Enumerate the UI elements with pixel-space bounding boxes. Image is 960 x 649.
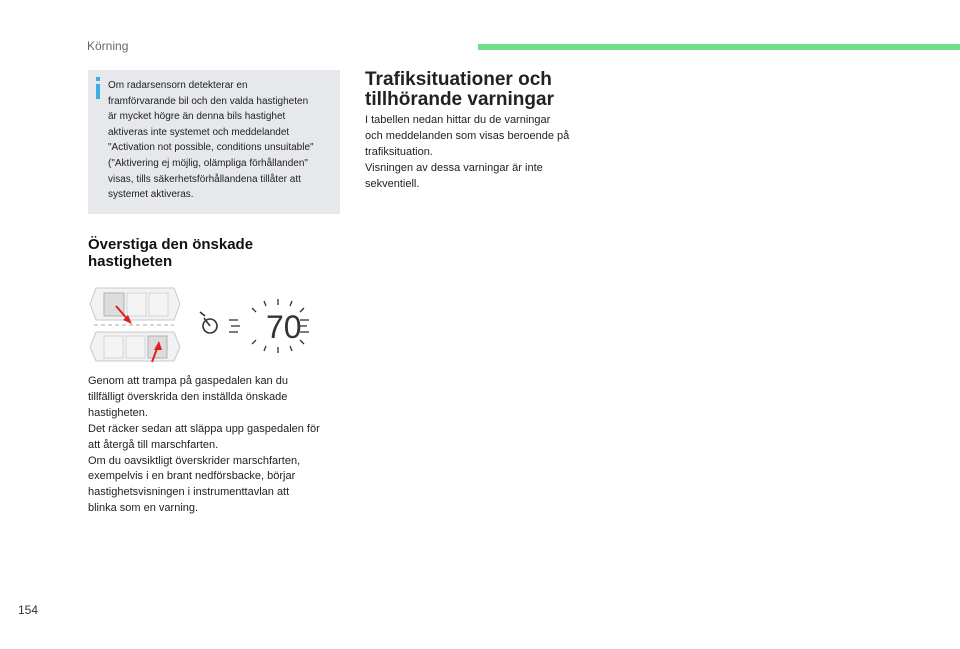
body-line: Visningen av dessa varningar är inte (365, 161, 543, 174)
accelerator-pedal-pressed-icon (90, 332, 180, 362)
page-number: 154 (18, 603, 39, 617)
heading-line: tillhörande varningar (365, 89, 554, 110)
body-line: I tabellen nedan hittar du de varningar (365, 114, 551, 126)
info-line: ("Aktivering ej möjlig, olämpliga förhållanden" (108, 157, 308, 169)
section-heading-traffic-warnings (365, 70, 665, 110)
accelerator-pedal-released-icon (90, 288, 180, 324)
info-line: visas, tills säkerhetsförhållandena tillåter att (108, 173, 301, 185)
body-line: trafiksituation. (365, 145, 433, 158)
body-line: och meddelanden som visas beroende på (365, 129, 570, 142)
info-icon (93, 77, 103, 99)
info-line: framförvarande bil och den valda hastigheten (108, 95, 309, 107)
speed-value-display: 70 (266, 309, 302, 345)
body-line: hastigheten. (88, 406, 148, 419)
body-line: Genom att trampa på gaspedalen kan du (88, 375, 288, 387)
info-line: aktiveras inte systemet och meddelandet (108, 126, 290, 138)
info-box (88, 70, 340, 214)
body-line: Om du oavsiktligt överskrider marschfarten, (88, 454, 301, 467)
accelerator-illustration (86, 284, 316, 364)
info-line: systemet aktiveras. (108, 189, 194, 201)
body-line: hastighetsvisningen i instrumenttavlan att (88, 486, 290, 499)
body-line: tillfälligt överskrida den inställda önskade (88, 390, 288, 403)
section-label: Körning (87, 39, 129, 53)
section-heading-exceed-speed (88, 236, 348, 270)
heading-line: Trafiksituationer och (365, 69, 552, 90)
body-line: exempelvis i en brant nedförsbacke, börjar (88, 470, 296, 483)
right-body-text (365, 113, 569, 193)
info-line: "Activation not possible, conditions unsuitable" (108, 142, 314, 154)
header-accent-bar (478, 44, 960, 50)
info-text (108, 78, 336, 203)
body-line: att återgå till marschfarten. (88, 438, 219, 451)
info-line: Om radarsensorn detekterar en (108, 80, 248, 91)
body-line: Det räcker sedan att släppa upp gaspedalen för (88, 422, 320, 435)
heading-line: Överstiga den önskade (88, 236, 254, 253)
left-body-text (88, 374, 320, 517)
heading-line: hastigheten (88, 253, 173, 270)
info-line: är mycket högre än denna bils hastighet (108, 111, 286, 123)
speedometer-icon (200, 312, 217, 333)
body-line: sekventiell. (365, 177, 420, 190)
body-line: blinka som en varning. (88, 502, 199, 515)
